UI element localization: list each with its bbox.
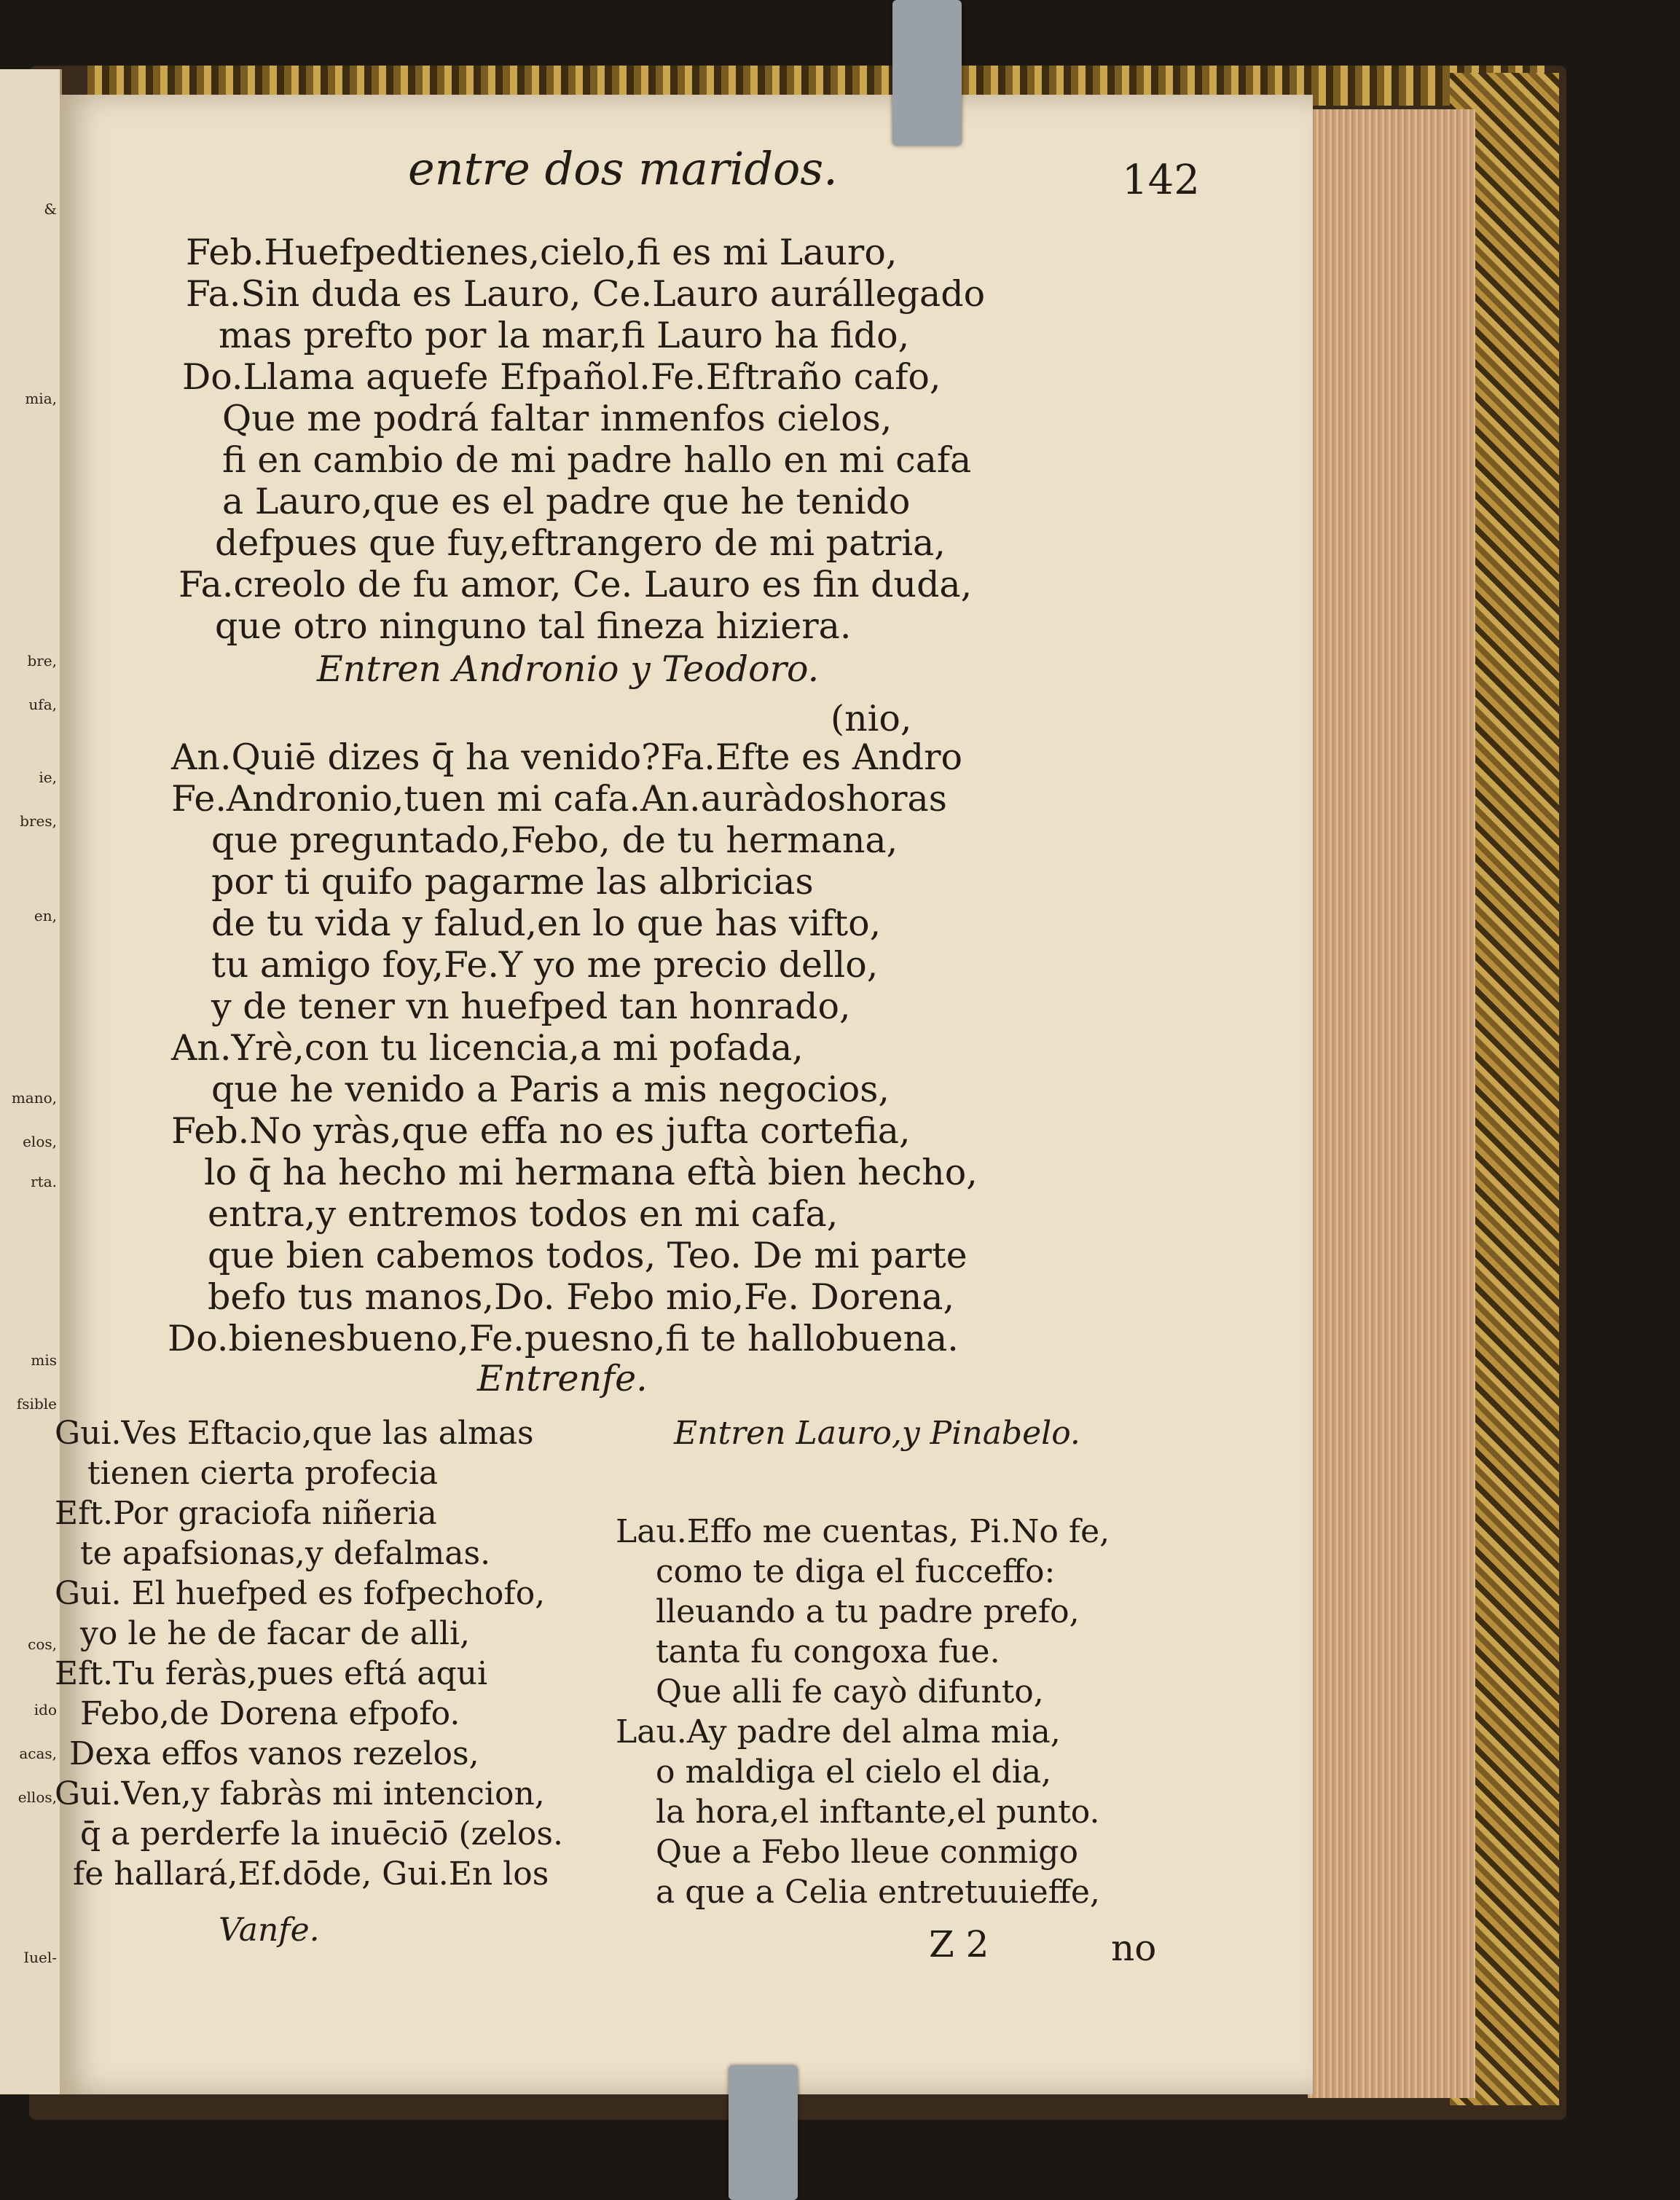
right-column-line: lleuando a tu padre prefo, (656, 1593, 1080, 1630)
page-edges (1308, 109, 1475, 2098)
left-column-line: Gui.Ven,y fabràs mi intencion, (55, 1775, 545, 1812)
catchword: no (1111, 1927, 1157, 1969)
text-line: An.Quiē dizes q̄ ha venido?Fa.Efte es Andro (171, 736, 962, 778)
right-column-line: tanta fu congoxa fue. (656, 1633, 1000, 1670)
text-line: tu amigo foy,Fe.Y yo me precio dello, (211, 944, 879, 986)
right-column-line: Que a Febo lleue conmigo (656, 1834, 1078, 1871)
book-clip-top (892, 0, 962, 146)
left-fragment: ellos, (17, 1788, 57, 1806)
text-line: defpues que fuy,eftrangero de mi patria, (215, 522, 946, 564)
text-line: Fa.creolo de fu amor, Ce. Lauro es fin duda, (178, 564, 973, 605)
text-line: Fe.Andronio,tuen mi cafa.An.auràdoshoras (171, 778, 947, 820)
left-column-line: fe hallará,Ef.dōde, Gui.En los (73, 1855, 549, 1893)
left-column-line: te apafsionas,y defalmas. (80, 1535, 491, 1572)
right-column-line: la hora,el inftante,el punto. (656, 1794, 1100, 1831)
left-fragment: cos, (28, 1635, 57, 1653)
right-column-line: Lau.Effo me cuentas, Pi.No fe, (616, 1513, 1110, 1550)
stage-direction: Entren Lauro,y Pinabelo. (674, 1415, 1080, 1452)
signature-mark: Z 2 (929, 1923, 989, 1965)
stage-direction: Vanfe. (219, 1912, 320, 1949)
right-column-line: a que a Celia entretuuieffe, (656, 1874, 1100, 1911)
left-fragment: Iuel- (23, 1949, 57, 1966)
text-line: por ti quifo pagarme las albricias (211, 861, 814, 903)
text-line: fi en cambio de mi padre hallo en mi cafa (222, 439, 972, 481)
text-line: Do.bienesbueno,Fe.puesno,fi te hallobuena. (168, 1318, 959, 1359)
turnover-word: (nio, (831, 698, 912, 739)
text-line: befo tus manos,Do. Febo mio,Fe. Dorena, (208, 1276, 955, 1318)
left-page (0, 69, 62, 2094)
left-column-line: Gui.Ves Eftacio,que las almas (55, 1415, 534, 1452)
text-line: lo q̄ ha hecho mi hermana eftà bien hecho, (204, 1152, 978, 1193)
left-column-line: Gui. El huefped es fofpechofo, (55, 1575, 546, 1612)
left-column-line: Dexa effos vanos rezelos, (69, 1735, 479, 1772)
left-column-line: tienen cierta profecia (87, 1455, 439, 1492)
text-line: An.Yrè,con tu licencia,a mi pofada, (171, 1027, 804, 1069)
left-fragment: mano, (11, 1089, 57, 1107)
left-fragment: elos, (23, 1133, 57, 1150)
text-line: Fa.Sin duda es Lauro, Ce.Lauro aurállegado (186, 273, 986, 315)
left-column-line: q̄ a perderfe la inuēciō (zelos. (80, 1815, 563, 1853)
text-line: Feb.Huefpedtienes,cielo,fi es mi Lauro, (186, 232, 898, 273)
left-fragment: mia, (25, 390, 57, 407)
text-line: que preguntado,Febo, de tu hermana, (211, 820, 898, 861)
stage-direction: Entrenfe. (477, 1358, 648, 1399)
left-fragment: en, (34, 907, 57, 924)
left-column-line: Eft.Tu feràs,pues eftá aqui (55, 1655, 488, 1692)
stage-direction: Entren Andronio y Teodoro. (317, 648, 820, 690)
left-fragment: bres, (20, 812, 57, 830)
folio-number: 142 (1122, 157, 1200, 204)
running-title: entre dos maridos. (408, 142, 838, 195)
text-line: a Lauro,que es el padre que he tenido (222, 481, 911, 522)
text-line: Do.Llama aquefe Efpañol.Fe.Eftraño cafo, (182, 356, 941, 398)
left-column-line: Eft.Por graciofa niñeria (55, 1495, 437, 1532)
text-line: que otro ninguno tal fineza hiziera. (215, 605, 852, 647)
left-fragment: ufa, (28, 696, 57, 713)
text-line: Feb.No yràs,que effa no es jufta cortefia, (171, 1110, 911, 1152)
right-column-line: Lau.Ay padre del alma mia, (616, 1713, 1061, 1751)
text-line: mas prefto por la mar,fi Lauro ha fido, (219, 315, 910, 356)
left-column-line: Febo,de Dorena efpofo. (80, 1695, 460, 1732)
right-column-line: Que alli fe cayò difunto, (656, 1673, 1044, 1710)
text-line: y de tener vn huefped tan honrado, (211, 986, 851, 1027)
text-line: que he venido a Paris a mis negocios, (211, 1069, 890, 1110)
left-fragment: acas, (19, 1745, 57, 1762)
left-fragment: mis (31, 1351, 57, 1369)
right-column-line: como te diga el fucceffo: (656, 1553, 1056, 1590)
text-line: de tu vida y falud,en lo que has vifto, (211, 903, 882, 944)
left-fragment: ido (34, 1701, 57, 1718)
left-column-line: yo le he de facar de alli, (80, 1615, 471, 1652)
left-fragment: & (44, 200, 57, 218)
left-fragment: ie, (39, 769, 57, 786)
text-line: entra,y entremos todos en mi cafa, (208, 1193, 839, 1235)
text-line: Que me podrá faltar inmenfos cielos, (222, 398, 892, 439)
left-fragment: rta. (31, 1173, 57, 1190)
right-column-line: o maldiga el cielo el dia, (656, 1753, 1052, 1791)
text-line: que bien cabemos todos, Teo. De mi parte (208, 1235, 967, 1276)
left-fragment: bre, (27, 652, 57, 669)
book-clip-bottom (729, 2065, 798, 2200)
left-fragment: fsible (16, 1395, 57, 1413)
